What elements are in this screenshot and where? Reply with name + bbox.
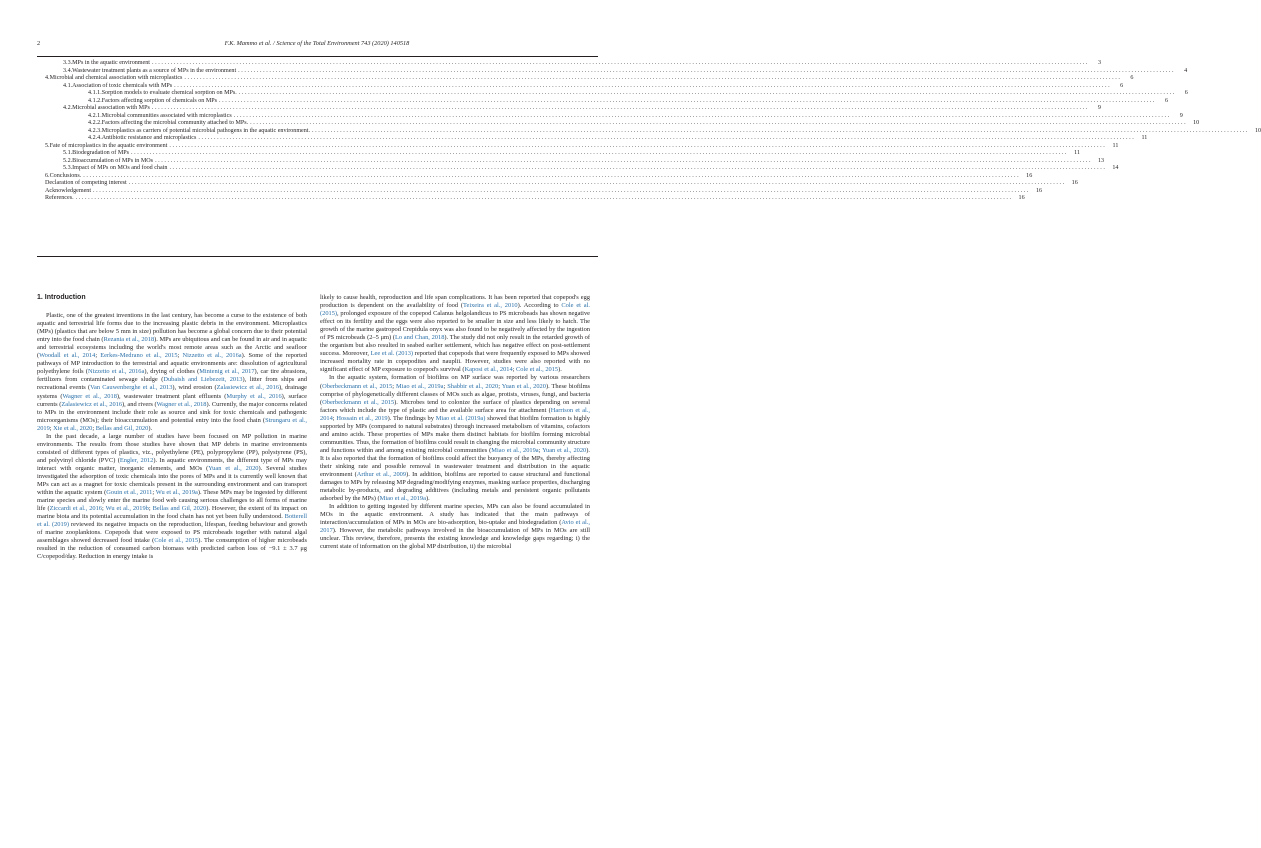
body-paragraph xyxy=(320,503,590,551)
toc-entry[interactable] xyxy=(37,195,1025,203)
toc-entry-title: Factors affecting the microbial community attached to MPs. xyxy=(101,120,249,126)
toc-entry-number: 3.4. xyxy=(63,67,73,74)
toc-entry-title: Bioaccumulation of MPs in MOs xyxy=(72,157,154,164)
toc-entry[interactable] xyxy=(37,90,1188,98)
citation-link[interactable]: Ziccardi et al., 2016 xyxy=(49,505,102,513)
toc-entry-title: Impact of MPs on MOs and food chain xyxy=(72,165,168,171)
toc-entry[interactable] xyxy=(37,105,1101,113)
toc-entry-page: 10 xyxy=(1193,120,1200,126)
toc-entry-number: 4.2.2. xyxy=(88,120,102,126)
body-paragraph xyxy=(37,312,307,433)
body-text: ), drying of clothes ( xyxy=(144,368,200,376)
body-text: ). Some of the reported pathways of MP introduction to the terrestrial and aquatic environments are: dissolution of agricultural polyethylene foils ( xyxy=(37,352,307,376)
body-text: ). xyxy=(425,495,430,503)
toc-entry-page: 9 xyxy=(1179,112,1183,119)
toc-entry-number: 6. xyxy=(45,172,50,179)
toc-entry-title: Acknowledgement xyxy=(45,187,92,194)
body-text: showed that biofilm formation is highly supported by MPs (compared to natural substrates) through increased metabolism of vitamins, cofactors and amino acids. These properties of MPs make them distinct habitats for biofilm forming microbial communities. Thus, the formation of biofilms could result in changing the microbial community structure and functions within and among existing microbial communities ( xyxy=(320,414,590,454)
body-text: ; xyxy=(152,489,156,497)
toc-entry-page: 11 xyxy=(1112,142,1119,149)
body-text: ; xyxy=(512,366,517,374)
toc-entry[interactable] xyxy=(37,187,1043,196)
citation-link[interactable]: Xie et al., 2020 xyxy=(53,424,93,432)
citation-link[interactable]: Yuan et al., 2020 xyxy=(208,464,259,472)
citation-link[interactable]: Teixeira et al., 2010 xyxy=(463,302,518,310)
body-text: ). xyxy=(558,366,562,374)
toc-entry[interactable] xyxy=(37,180,1078,188)
page-number: 2 xyxy=(37,40,41,47)
toc-dot-leader: ............................................................................................................................................................................................................................................................................................................ xyxy=(312,127,1250,134)
body-text: ; xyxy=(177,352,183,360)
running-header xyxy=(37,40,597,50)
citation-link[interactable]: Lo and Chan, 2018 xyxy=(394,334,445,342)
right-column xyxy=(320,294,590,552)
citation-link[interactable]: Oberbeckmann et al., 2015 xyxy=(322,398,395,406)
toc-entry[interactable] xyxy=(37,157,1105,166)
toc-dot-leader: ............................................................................................................................................................................................................................................................................................................ xyxy=(238,90,1176,96)
toc-entry-page: 11 xyxy=(1074,150,1081,156)
toc-entry-title: References. xyxy=(45,195,74,201)
body-text: ). However, the extent of its impact on marine biota and its potential accumulation in the food chain has not yet been fully understood. xyxy=(37,505,307,521)
citation-link[interactable]: Yuan et al., 2020 xyxy=(501,382,546,390)
body-text: ). In addition, biofilms are reported to cause structural and functional damages to MPs by releasing MP degrading/modifying enzymes, masking surface properties, discharging metabolic by-products, and degrading additives (including metals and persistent organic pollutants adsorbed by the MPs) ( xyxy=(320,471,590,503)
citation-link[interactable]: Gouin et al., 2011 xyxy=(106,489,153,497)
toc-dot-leader: ............................................................................................................................................................................................................................................................................................................ xyxy=(169,165,1107,171)
citation-link[interactable]: Cole et al. (2015) xyxy=(320,302,590,318)
toc-dot-leader: ............................................................................................................................................................................................................................................................................................................ xyxy=(219,97,1157,104)
toc-dot-leader: ............................................................................................................................................................................................................................................................................................................ xyxy=(169,142,1107,149)
body-text: ), wastewater treatment plant effluents ( xyxy=(116,392,227,400)
toc-entry-number: 4.1. xyxy=(63,82,73,89)
citation-link[interactable]: Botterell et al. (2019) xyxy=(37,513,307,529)
citation-link[interactable]: Murphy et al., 2016 xyxy=(226,392,282,400)
body-text: ). According to xyxy=(517,302,562,310)
toc-entry-title: Declaration of competing interest xyxy=(45,180,127,186)
toc-dot-leader: ............................................................................................................................................................................................................................................................................................................ xyxy=(131,150,1069,156)
body-text: ). Microbes tend to colonize the surface of plastics depending on several factors which include the type of plastic and the available surface area for attachment ( xyxy=(320,398,590,414)
toc-dot-leader: ............................................................................................................................................................................................................................................................................................................ xyxy=(128,180,1066,186)
body-text: likely to cause health, reproduction and life span complications. It has been reported that copepod's egg production is dependent on the availability of food ( xyxy=(320,294,590,310)
toc-entry-title: Factors affecting sorption of chemicals on MPs xyxy=(101,97,218,104)
body-text: ), drainage systems ( xyxy=(37,384,307,400)
toc-entry-number: 4.1.1. xyxy=(88,90,102,96)
citation-link[interactable]: Zalasiewicz et al., 2016 xyxy=(216,384,280,392)
section-title-introduction: 1. Introduction xyxy=(37,294,86,301)
body-text: In the aquatic system, formation of biofilms on MP surface was reported by various researchers ( xyxy=(320,374,590,390)
citation-link[interactable]: Nizzetto et al., 2016a xyxy=(182,352,242,360)
toc-entry-page: 16 xyxy=(1018,195,1025,201)
body-paragraph xyxy=(320,374,590,503)
toc-dot-leader: ............................................................................................................................................................................................................................................................................................................ xyxy=(83,172,1021,179)
toc-entry-page: 6 xyxy=(1130,75,1134,81)
citation-link[interactable]: Bellas and Gil, 2020 xyxy=(152,505,207,513)
citation-link[interactable]: Oberbeckmann et al., 2015 xyxy=(322,382,393,390)
toc-dot-leader: ............................................................................................................................................................................................................................................................................................................ xyxy=(93,187,1031,194)
toc-entry-page: 11 xyxy=(1141,135,1148,141)
right-column-body xyxy=(320,294,590,552)
citation-link[interactable]: Engler, 2012 xyxy=(119,456,154,464)
body-paragraph xyxy=(37,433,307,562)
citation-link[interactable]: Mintenig et al., 2017 xyxy=(199,368,255,376)
body-text: ), surface currents ( xyxy=(37,392,307,408)
citation-link[interactable]: Harrison et al., 2014 xyxy=(320,406,591,422)
body-text: ; xyxy=(498,382,502,390)
citation-link[interactable]: Zalasiewicz et al., 2016 xyxy=(61,400,123,408)
toc-entry-title: Fate of microplastics in the aquatic environment xyxy=(49,142,168,149)
toc-entry-page: 14 xyxy=(1112,165,1119,171)
citation-link[interactable]: Miao et al. (2019a) xyxy=(435,414,486,422)
body-text: ), litter from ships and recreational events ( xyxy=(37,376,307,392)
citation-link[interactable]: Miao et al., 2019a xyxy=(396,382,444,390)
body-text: ). These MPs may be ingested by different marine species and slowly enter the marine food web causing serious challenges to all forms of marine life ( xyxy=(37,489,307,513)
body-text: ; xyxy=(92,424,96,432)
citation-link[interactable]: Wagner et al., 2018 xyxy=(156,400,207,408)
toc-entry[interactable] xyxy=(37,112,1183,121)
toc-dot-leader: ............................................................................................................................................................................................................................................................................................................ xyxy=(233,112,1171,119)
toc-entry-number: 5.3. xyxy=(63,165,73,171)
citation-link[interactable]: Shabbir et al., 2020 xyxy=(447,382,499,390)
toc-entry[interactable] xyxy=(37,67,1188,76)
citation-link[interactable]: Wu et al., 2019b xyxy=(105,505,149,513)
toc-entry-number: 4.2. xyxy=(63,105,73,111)
toc-top-rule xyxy=(37,56,598,57)
toc-dot-leader: ............................................................................................................................................................................................................................................................................................................ xyxy=(184,75,1122,81)
toc-dot-leader: ............................................................................................................................................................................................................................................................................................................ xyxy=(238,67,1176,74)
citation-link[interactable]: Kaposi et al., 2014 xyxy=(464,366,513,374)
body-text: ; xyxy=(148,505,153,513)
toc-entry-page: 6 xyxy=(1165,97,1169,104)
body-text: ). The study did not only result in the retarded growth of the organism but also resulted in seabed earlier settlement, which has negative effect on post-settlement success. Moreover, xyxy=(320,334,590,358)
toc-entry[interactable] xyxy=(37,120,1200,128)
citation-link[interactable]: Cole et al., 2015 xyxy=(516,366,559,374)
toc-entry-number: 3.3. xyxy=(63,60,73,66)
citation-link[interactable]: Lee et al. (2013) xyxy=(370,350,414,358)
toc-dot-leader: ............................................................................................................................................................................................................................................................................................................ xyxy=(152,60,1090,66)
body-text: ), and rivers ( xyxy=(122,400,157,408)
table-of-contents xyxy=(37,60,1261,203)
toc-entry-title: Wastewater treatment plants as a source of MPs in the environment xyxy=(72,67,237,74)
toc-entry-title: MPs in the aquatic environment xyxy=(72,60,150,66)
body-text: ). The findings by xyxy=(387,414,436,422)
citation-link[interactable]: Van Cauwenberghe et al., 2013 xyxy=(90,384,173,392)
body-text: ). The consumption of higher microbeads resulted in the reduction of consumed carbon biomass with predicted carbon loss of −9.1 ± 3.7 μg C/copepod/day. Reduction in energy intake is xyxy=(37,537,307,561)
citation-link[interactable]: Miao et al., 2019a xyxy=(379,495,426,503)
citation-link[interactable]: Rezania et al., 2018 xyxy=(103,336,155,344)
body-paragraph xyxy=(320,294,590,374)
toc-entry-title: Microbial communities associated with microplastics xyxy=(101,112,232,119)
citation-link[interactable]: Wu et al., 2019a xyxy=(155,489,198,497)
toc-entry-title: Association of toxic chemicals with MPs xyxy=(72,82,173,89)
citation-link[interactable]: Woodall et al., 2014 xyxy=(39,352,96,360)
toc-entry[interactable] xyxy=(37,150,1081,158)
citation-link[interactable]: Strungaru et al., 2019 xyxy=(37,416,307,432)
toc-entry[interactable] xyxy=(37,135,1148,143)
toc-dot-leader: ............................................................................................................................................................................................................................................................................................................ xyxy=(198,135,1136,141)
toc-entry-page: 9 xyxy=(1097,105,1101,111)
toc-entry-number: 4.2.1. xyxy=(88,112,102,119)
toc-entry-number: 4.2.4. xyxy=(88,135,102,141)
body-text: reported that copepods that were frequently exposed to MPs showed increased mortality rate in copepodites and nauplii. However, studies were also reported with no significant effect of MP exposure to copepod's survival ( xyxy=(320,350,591,374)
toc-entry[interactable] xyxy=(37,75,1134,83)
toc-entry-page: 3 xyxy=(1097,60,1102,66)
citation-link[interactable]: Miao et al., 2019a xyxy=(491,446,539,454)
toc-entry-number: 4. xyxy=(45,75,50,81)
toc-entry-number: 5.1. xyxy=(63,150,73,156)
left-column-body xyxy=(37,312,307,561)
citation-link[interactable]: Bellas and Gil, 2020 xyxy=(95,424,149,432)
toc-entry[interactable] xyxy=(37,142,1119,151)
body-text: Plastic, one of the greatest inventions in the last century, has become a curse to the existence of both aquatic and terrestrial life forms due to the increasing plastic debris in the environment. Microplastics (MPs) (plastics that are below 5 mm in size) pollution has become a global concern due to their potential entry into the food chain ( xyxy=(37,312,307,344)
toc-entry-title: Microbial association with MPs xyxy=(72,105,150,111)
toc-bottom-rule xyxy=(37,256,598,257)
toc-entry-title: Biodegradation of MPs xyxy=(72,150,130,156)
toc-entry[interactable] xyxy=(37,97,1169,106)
body-text: In addition to getting ingested by different marine species, MPs can also be found accumulated in MOs in the aquatic environment. A study has indicated that the main pathways of interaction/accumulation of MPs in MOs are bio-adsorption, bio-uptake and biodegradation ( xyxy=(320,503,590,527)
toc-entry-page: 16 xyxy=(1026,172,1033,179)
citation-link[interactable]: Arthur et al., 2009 xyxy=(356,471,407,479)
toc-entry[interactable] xyxy=(37,127,1261,136)
toc-entry-title: Sorption models to evaluate chemical sorption on MPs. xyxy=(101,90,237,96)
body-text: ; xyxy=(95,352,101,360)
body-text: ). These biofilms comprise of phylogenetically different classes of MOs such as algae, protists, viruses, fungi, and bacteria ( xyxy=(320,382,591,406)
body-text: ), car tire abrasions, fertilizers from contaminated sewage sludge ( xyxy=(37,368,307,384)
body-text: ). However, the metabolic pathways involved in the bioaccumulation of MPs in MOs are still unclear. This review, therefore, presents the existing knowledge and knowledge gaps regarding; i) the current state of information on the global MP distribution, ii) the microbial xyxy=(320,527,590,551)
toc-entry-page: 10 xyxy=(1254,127,1261,134)
citation-link[interactable]: Dubaish and Liebezeit, 2013 xyxy=(163,376,243,384)
body-text: ). Currently, the major concerns related to MPs in the environment include their role as source and sink for toxic chemicals and pathogenic microorganisms (MOs); their bioaccumulation and potential entry into the food chain ( xyxy=(37,400,307,424)
citation-link[interactable]: Avio et al., 2017 xyxy=(320,519,590,535)
body-text: reviewed its negative impacts on the reproduction, lifespan, feeding behaviour and growth of marine zooplanktons. Copepods that were exposed to PS microbeads together with natural algal assemblages showed decreased food intake ( xyxy=(37,521,307,545)
toc-entry-title: Conclusions. xyxy=(49,172,82,179)
body-text: ; xyxy=(49,424,54,432)
body-text: ). In aquatic environments, the different type of MPs may interact with organic matter, inorganic elements, and MOs ( xyxy=(37,456,307,472)
toc-entry-page: 6 xyxy=(1120,82,1124,89)
toc-entry-page: 4 xyxy=(1184,67,1188,74)
citation-link[interactable]: Hossain et al., 2019 xyxy=(336,414,388,422)
body-text: In the past decade, a large number of studies have been focused on MP pollution in marine environments. The results from those studies have shown that MP debris in marine environments consisted of different types of plastics, viz., polyethylene (PE), polypropylene (PP), polystyrene (PS), and polyvinyl chloride (PVC) ( xyxy=(37,432,307,464)
citation-link[interactable]: Nizzetto et al., 2016a xyxy=(87,368,145,376)
body-text: ; xyxy=(101,505,106,513)
toc-dot-leader: ............................................................................................................................................................................................................................................................................................................ xyxy=(155,157,1093,164)
toc-entry-page: 13 xyxy=(1098,157,1105,164)
toc-entry-number: 4.2.3. xyxy=(88,127,102,134)
toc-entry-page: 6 xyxy=(1184,90,1188,96)
body-text: ). It is also reported that the formation of biofilms could affect the buoyancy of the MPs, thereby affecting their sinking rate and possible removal in wastewater treatment and distribution in the aquatic environment ( xyxy=(320,446,590,479)
toc-entry-title: Microbial and chemical association with microplastics xyxy=(49,75,183,81)
toc-entry[interactable] xyxy=(37,60,1102,68)
citation-link[interactable]: Cole et al., 2015 xyxy=(154,537,199,545)
body-text: ), wind erosion ( xyxy=(172,384,217,392)
toc-entry-page: 16 xyxy=(1071,180,1078,186)
toc-entry-page: 16 xyxy=(1035,187,1043,194)
citation-link[interactable]: Wagner et al., 2018 xyxy=(62,392,117,400)
body-text: ). xyxy=(148,424,153,432)
left-column xyxy=(37,294,307,562)
toc-dot-leader: ............................................................................................................................................................................................................................................................................................................ xyxy=(250,120,1188,126)
toc-entry[interactable] xyxy=(37,82,1124,91)
toc-entry[interactable] xyxy=(37,165,1119,173)
body-text: ; xyxy=(443,382,448,390)
citation-link[interactable]: Yuan et al., 2020 xyxy=(542,446,587,454)
toc-dot-leader: ............................................................................................................................................................................................................................................................................................................ xyxy=(151,105,1089,111)
toc-dot-leader: ............................................................................................................................................................................................................................................................................................................ xyxy=(75,195,1013,201)
body-text: ; xyxy=(538,446,543,454)
toc-entry-number: 5. xyxy=(45,142,50,149)
toc-dot-leader: ............................................................................................................................................................................................................................................................................................................ xyxy=(174,82,1112,89)
journal-citation-line: F.K. Mammo et al. / Science of the Total Environment 743 (2020) 140518 xyxy=(224,40,410,47)
body-text: ). Several studies investigated the adsorption of toxic chemicals into the pores of MPs and it is currently well known that MPs can act as a magnet for toxic chemicals present in the surrounding environment and can transport within the aquatic system ( xyxy=(37,464,308,497)
toc-entry[interactable] xyxy=(37,172,1033,181)
body-text: ). MPs are ubiquitous and can be found in air and in aquatic and terrestrial ecosystems including the world's most remote areas such as the Arctic and seafloor ( xyxy=(37,336,307,360)
toc-entry-number: 4.1.2. xyxy=(88,97,102,104)
body-text: ; xyxy=(332,414,337,422)
body-text: ; xyxy=(392,382,397,390)
citation-link[interactable]: Eerkes-Medrano et al., 2015 xyxy=(100,352,178,360)
body-text: , prolonged exposure of the copepod Calanus helgolandicus to PS microbeads has shown negative effect on its fertility and the eggs were also reported to be smaller in size and less likely to hatch. The growth of the marine gastropod Crepidula onyx was also found to be negatively affected by the ingestion of PS microbeads (2–5 μm) ( xyxy=(320,310,590,342)
toc-entry-title: Antibiotic resistance and microplastics xyxy=(101,135,197,141)
toc-entry-title: Microplastics as carriers of potential microbial pathogens in the aquatic environment. xyxy=(101,127,311,134)
toc-entry-number: 5.2. xyxy=(63,157,73,164)
